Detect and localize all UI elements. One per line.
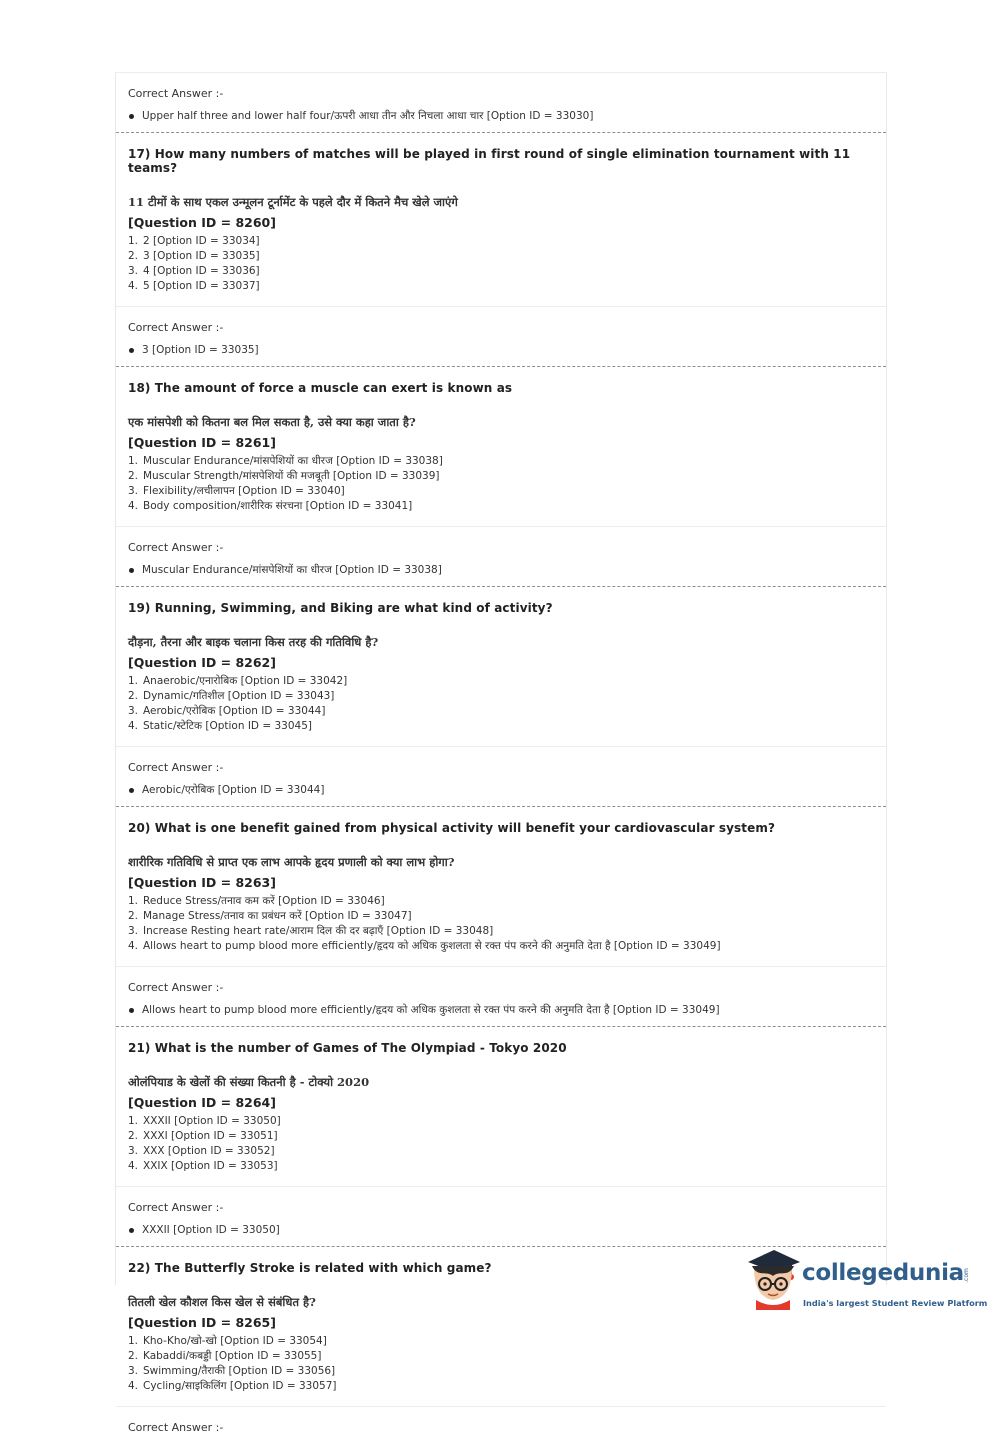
- option-text: Manage Stress/तनाव का प्रबंधन करें [Option ID = 33047]: [143, 910, 412, 922]
- option-item: [128, 909, 874, 924]
- answer-label: Correct Answer :-: [128, 1201, 224, 1214]
- answer-list: [128, 1222, 874, 1238]
- option-number: 2.: [128, 690, 139, 702]
- option-number: 1.: [128, 1115, 139, 1127]
- option-text: Increase Resting heart rate/आराम दिल की दर बढ़ाएँ [Option ID = 33048]: [143, 925, 494, 937]
- option-number: 2.: [128, 470, 139, 482]
- option-text: Allows heart to pump blood more efficiently/हृदय को अधिक कुशलता से रक्त पंप करने की अनुमति देता है [Option ID = 33049]: [143, 940, 721, 952]
- option-item: [128, 454, 874, 469]
- option-text: Cycling/साइकिलिंग [Option ID = 33057]: [143, 1380, 337, 1392]
- question-hindi: ओलंपियाड के खेलों की संख्या कितनी है - टोक्यो 2020: [128, 1075, 370, 1089]
- option-item: [128, 1114, 874, 1129]
- option-number: 4.: [128, 1380, 139, 1392]
- answer-block: [116, 307, 886, 362]
- option-item: [128, 674, 874, 689]
- question-hindi: दौड़ना, तैरना और बाइक चलाना किस तरह की गतिविधि है?: [128, 635, 379, 649]
- option-number: 1.: [128, 675, 139, 687]
- option-text: Static/स्टेटिक [Option ID = 33045]: [143, 720, 312, 732]
- option-number: 4.: [128, 1160, 139, 1172]
- option-list: [128, 234, 874, 294]
- question-text: 19) Running, Swimming, and Biking are what kind of activity?: [128, 601, 553, 615]
- option-number: 4.: [128, 720, 139, 732]
- option-number: 2.: [128, 250, 139, 262]
- answer-list: [128, 562, 874, 578]
- question-block: [116, 807, 886, 1027]
- logo-suffix: .com: [962, 1268, 970, 1283]
- option-text: 3 [Option ID = 33035]: [143, 250, 260, 262]
- question-block: [116, 133, 886, 367]
- answer-list: [128, 342, 874, 358]
- question-hindi: एक मांसपेशी को कितना बल मिल सकता है, उसे क्या कहा जाता है?: [128, 415, 416, 429]
- option-item: [128, 704, 874, 719]
- question-text: 22) The Butterfly Stroke is related with which game?: [128, 1261, 492, 1275]
- option-text: Muscular Endurance/मांसपेशियों का धीरज [Option ID = 33038]: [143, 455, 443, 467]
- question-id: [Question ID = 8263]: [128, 875, 276, 890]
- question-id: [Question ID = 8260]: [128, 215, 276, 230]
- option-item: [128, 939, 874, 954]
- option-text: XXXI [Option ID = 33051]: [143, 1130, 278, 1142]
- option-number: 4.: [128, 500, 139, 512]
- option-number: 3.: [128, 1145, 139, 1157]
- answer-list: [128, 1002, 874, 1018]
- option-number: 2.: [128, 1350, 139, 1362]
- answer-label: Correct Answer :-: [128, 321, 224, 334]
- option-text: XXX [Option ID = 33052]: [143, 1145, 275, 1157]
- option-text: 5 [Option ID = 33037]: [143, 280, 260, 292]
- option-item: [128, 469, 874, 484]
- question-hindi: शारीरिक गतिविधि से प्राप्त एक लाभ आपके हृदय प्रणाली को क्या लाभ होगा?: [128, 855, 455, 869]
- option-number: 2.: [128, 1130, 139, 1142]
- question-block: [116, 587, 886, 807]
- answer-label: Correct Answer :-: [128, 1421, 224, 1434]
- option-text: Reduce Stress/तनाव कम करें [Option ID = 33046]: [143, 895, 385, 907]
- question-body: [116, 133, 886, 300]
- answer-item: Allows heart to pump blood more efficiently/हृदय को अधिक कुशलता से रक्त पंप करने की अनुमति देता है [Option ID = 33049]: [128, 1002, 874, 1018]
- answer-block: [116, 967, 886, 1022]
- option-item: [128, 1379, 874, 1394]
- option-item: [128, 689, 874, 704]
- answer-label: Correct Answer :-: [128, 761, 224, 774]
- option-text: Dynamic/गतिशील [Option ID = 33043]: [143, 690, 335, 702]
- logo-tagline: India's largest Student Review Platform: [803, 1298, 988, 1308]
- question-id: [Question ID = 8265]: [128, 1315, 276, 1330]
- option-item: [128, 1334, 874, 1349]
- question-text: 17) How many numbers of matches will be played in first round of single elimination tournament with 11 teams?: [128, 147, 851, 175]
- option-text: Aerobic/एरोबिक [Option ID = 33044]: [143, 705, 326, 717]
- prev-answer-block: [116, 73, 886, 128]
- option-text: Muscular Strength/मांसपेशियों की मजबूती [Option ID = 33039]: [143, 470, 440, 482]
- option-number: 1.: [128, 455, 139, 467]
- option-text: 4 [Option ID = 33036]: [143, 265, 260, 277]
- option-text: 2 [Option ID = 33034]: [143, 235, 260, 247]
- exam-sheet: [115, 72, 887, 1434]
- option-text: Body composition/शारीरिक संरचना [Option ID = 33041]: [143, 500, 413, 512]
- logo-name: collegedunia: [802, 1260, 964, 1286]
- answer-block: [116, 527, 886, 582]
- mascot-icon: [744, 1248, 802, 1310]
- option-list: [128, 1114, 874, 1174]
- question-id: [Question ID = 8262]: [128, 655, 276, 670]
- question-text: 20) What is one benefit gained from physical activity will benefit your cardiovascular system?: [128, 821, 776, 835]
- option-number: 1.: [128, 235, 139, 247]
- option-text: Kabaddi/कबड्डी [Option ID = 33055]: [143, 1350, 322, 1362]
- option-item: [128, 1144, 874, 1159]
- option-item: [128, 234, 874, 249]
- answer-list: [128, 782, 874, 798]
- option-number: 3.: [128, 265, 139, 277]
- option-number: 4.: [128, 940, 139, 952]
- question-hindi: 11 टीमों के साथ एकल उन्मूलन टूर्नामेंट के पहले दौर में कितने मैच खेले जाएंगे: [128, 195, 458, 209]
- answer-block: [116, 747, 886, 802]
- option-item: [128, 894, 874, 909]
- collegedunia-logo: [744, 1248, 988, 1320]
- option-number: 3.: [128, 925, 139, 937]
- option-item: [128, 1159, 874, 1174]
- question-body: [116, 807, 886, 960]
- option-number: 3.: [128, 705, 139, 717]
- question-block: [116, 1027, 886, 1247]
- answer-list: [128, 108, 874, 124]
- option-text: Flexibility/लचीलापन [Option ID = 33040]: [143, 485, 345, 497]
- option-number: 4.: [128, 280, 139, 292]
- answer-label: Correct Answer :-: [128, 541, 224, 554]
- answer-item: Muscular Endurance/मांसपेशियों का धीरज [Option ID = 33038]: [128, 562, 874, 578]
- option-number: 2.: [128, 910, 139, 922]
- answer-item: 3 [Option ID = 33035]: [128, 342, 874, 358]
- question-text: 18) The amount of force a muscle can exert is known as: [128, 381, 513, 395]
- question-body: [116, 367, 886, 520]
- option-text: XXXII [Option ID = 33050]: [143, 1115, 281, 1127]
- option-number: 1.: [128, 1335, 139, 1347]
- answer-block: [116, 1407, 886, 1446]
- answer-item: XXXII [Option ID = 33050]: [128, 1222, 874, 1238]
- answer-label: Correct Answer :-: [128, 87, 224, 100]
- option-text: Kho-Kho/खो-खो [Option ID = 33054]: [143, 1335, 327, 1347]
- option-item: [128, 484, 874, 499]
- option-number: 1.: [128, 895, 139, 907]
- option-item: [128, 249, 874, 264]
- question-id: [Question ID = 8264]: [128, 1095, 276, 1110]
- answer-item: Aerobic/एरोबिक [Option ID = 33044]: [128, 782, 874, 798]
- question-body: [116, 1027, 886, 1180]
- option-list: [128, 894, 874, 954]
- answer-block: [116, 1187, 886, 1242]
- option-text: Swimming/तैराकी [Option ID = 33056]: [143, 1365, 336, 1377]
- option-number: 3.: [128, 1365, 139, 1377]
- option-item: [128, 279, 874, 294]
- option-list: [128, 454, 874, 514]
- option-item: [128, 1349, 874, 1364]
- option-number: 3.: [128, 485, 139, 497]
- option-list: [128, 674, 874, 734]
- question-text: 21) What is the number of Games of The Olympiad - Tokyo 2020: [128, 1041, 567, 1055]
- option-text: XXIX [Option ID = 33053]: [143, 1160, 278, 1172]
- question-block: [116, 367, 886, 587]
- option-item: [128, 924, 874, 939]
- option-item: [128, 719, 874, 734]
- question-body: [116, 587, 886, 740]
- option-text: Anaerobic/एनारोबिक [Option ID = 33042]: [143, 675, 348, 687]
- option-item: [128, 1129, 874, 1144]
- option-item: [128, 1364, 874, 1379]
- option-list: [128, 1334, 874, 1394]
- question-hindi: तितली खेल कौशल किस खेल से संबंधित है?: [128, 1295, 316, 1309]
- question-id: [Question ID = 8261]: [128, 435, 276, 450]
- answer-label: Correct Answer :-: [128, 981, 224, 994]
- option-item: [128, 499, 874, 514]
- answer-item: Upper half three and lower half four/ऊपरी आधा तीन और निचला आधा चार [Option ID = 33030]: [128, 108, 874, 124]
- option-item: [128, 264, 874, 279]
